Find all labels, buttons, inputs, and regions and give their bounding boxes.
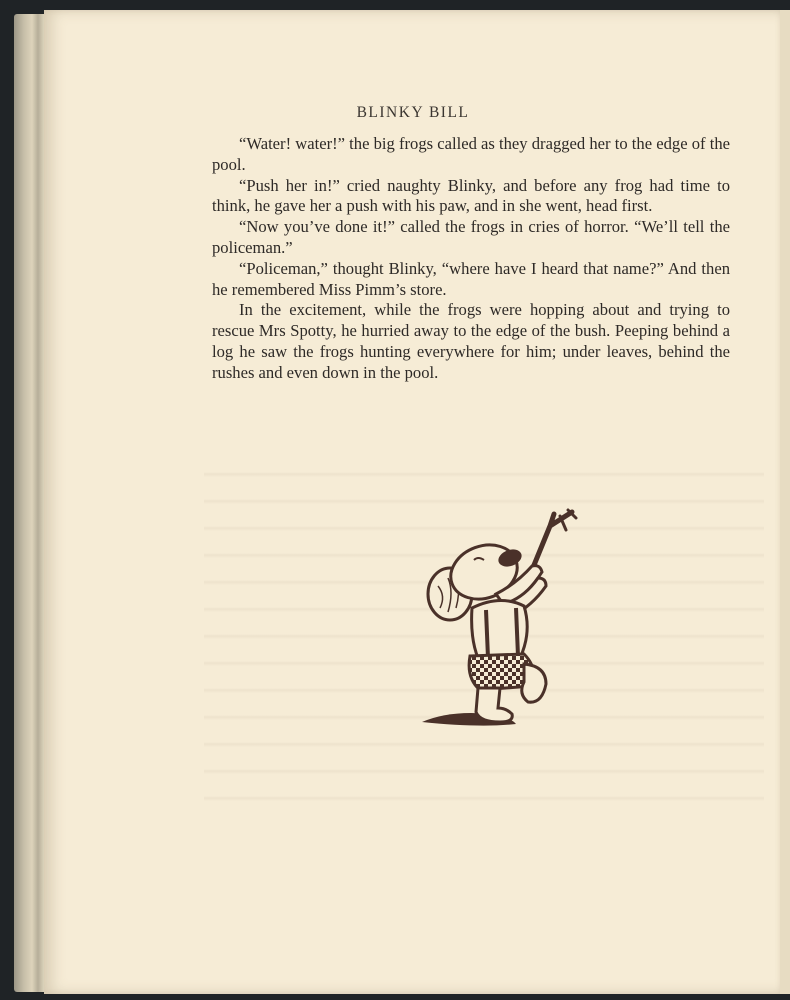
paragraph: In the excitement, while the frogs were hopping about and trying to rescue Mrs Spotty, he hurried away to the edge of the bush. Peeping behind a log he saw the frogs hunting everywhere for him; under leaves, behind the rushes and even down in the pool. bbox=[212, 300, 730, 382]
paragraph: “Policeman,” thought Blinky, “where have I heard that name?” And then he remembered Miss Pimm’s store. bbox=[212, 258, 730, 299]
koala-with-slingshot-illustration bbox=[420, 508, 580, 730]
paragraph: “Push her in!” cried naughty Blinky, and before any frog had time to think, he gave her a push with his paw, and in she went, head first. bbox=[212, 175, 730, 216]
next-page-edge bbox=[780, 10, 790, 994]
paragraph: “Water! water!” the big frogs called as they dragged her to the edge of the pool. bbox=[212, 134, 730, 174]
running-head: BLINKY BILL bbox=[356, 104, 470, 121]
body-text bbox=[212, 134, 730, 384]
paragraph: “Now you’ve done it!” called the frogs in cries of horror. “We’ll tell the policeman.” bbox=[212, 217, 730, 257]
book-page bbox=[44, 10, 782, 994]
